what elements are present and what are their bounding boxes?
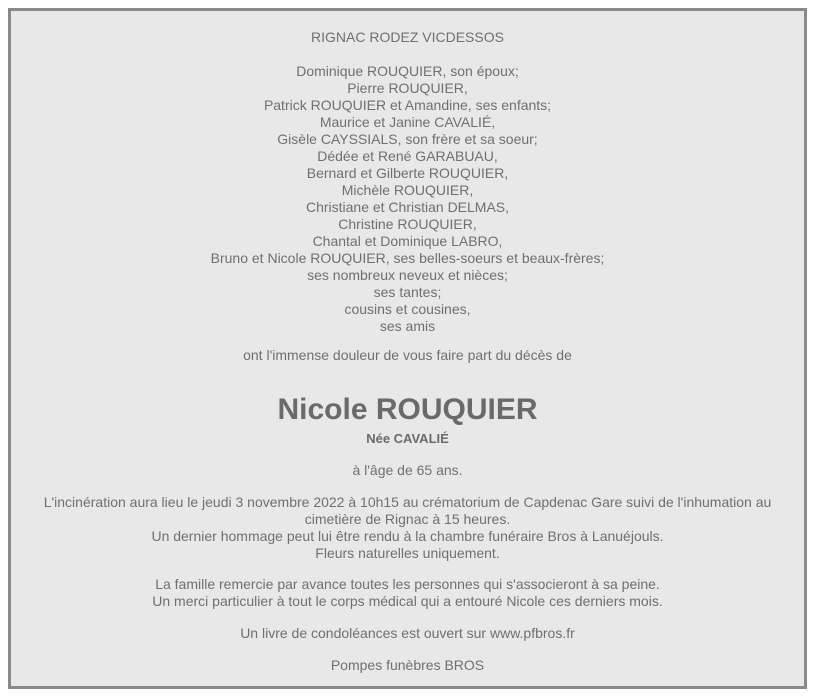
family-member: Maurice et Janine CAVALIÉ, — [319, 114, 496, 130]
family-member: Gisèle CAYSSIALS, son frère et sa soeur; — [277, 131, 538, 147]
tribute-info: Un dernier hommage peut lui être rendu à la chambre funéraire Bros à Lanuéjouls. — [151, 528, 664, 544]
family-member: ses nombreux neveux et nièces; — [307, 267, 508, 283]
family-member: Patrick ROUQUIER et Amandine, ses enfants; — [263, 97, 552, 113]
family-member: cousins et cousines, — [344, 301, 471, 317]
family-member: ses amis — [379, 318, 436, 334]
family-member: Bruno et Nicole ROUQUIER, ses belles-soeurs et beaux-frères; — [210, 250, 605, 266]
ceremony-details — [29, 494, 786, 562]
family-member: Christiane et Christian DELMAS, — [305, 199, 510, 215]
deceased-name: Nicole ROUQUIER — [277, 393, 538, 426]
funeral-home-name: Pompes funèbres BROS — [330, 657, 485, 673]
family-list — [11, 63, 804, 335]
condolences-text: Un livre de condoléances est ouvert sur www.pfbros.fr — [240, 625, 575, 641]
thanks-line: Un merci particulier à tout le corps médical qui a entouré Nicole ces derniers mois. — [152, 593, 663, 609]
thanks-section — [11, 576, 804, 610]
family-member: Dédée et René GARABUAU, — [317, 148, 498, 164]
cremation-info: L'incinération aura lieu le jeudi 3 novembre 2022 à 10h15 au crématorium de Capdenac Gare suivi de l'inhumation au cimetière de Rignac à 15 heures. — [43, 494, 772, 527]
family-member: Pierre ROUQUIER, — [347, 80, 468, 96]
announcement-text: ont l'immense douleur de vous faire part du décès de — [243, 347, 572, 363]
deceased-birth-name: Née CAVALIÉ — [366, 431, 449, 446]
family-member: Bernard et Gilberte ROUQUIER, — [306, 165, 509, 181]
announcement — [11, 347, 804, 364]
deceased-age: à l'âge de 65 ans. — [352, 462, 463, 478]
family-member: Dominique ROUQUIER, son époux; — [296, 63, 519, 79]
location-line — [11, 29, 804, 46]
location-text: RIGNAC RODEZ VICDESSOS — [311, 29, 504, 45]
obituary-notice — [8, 8, 807, 689]
family-member: Chantal et Dominique LABRO, — [312, 233, 503, 249]
thanks-line: La famille remercie par avance toutes les personnes qui s'associeront à sa peine. — [155, 576, 660, 592]
condolences-line — [11, 625, 804, 642]
flowers-info: Fleurs naturelles uniquement. — [315, 545, 500, 561]
family-member: Christine ROUQUIER, — [338, 216, 477, 232]
family-member: Michèle ROUQUIER, — [341, 182, 474, 198]
family-member: ses tantes; — [373, 284, 442, 300]
funeral-home — [11, 657, 804, 674]
